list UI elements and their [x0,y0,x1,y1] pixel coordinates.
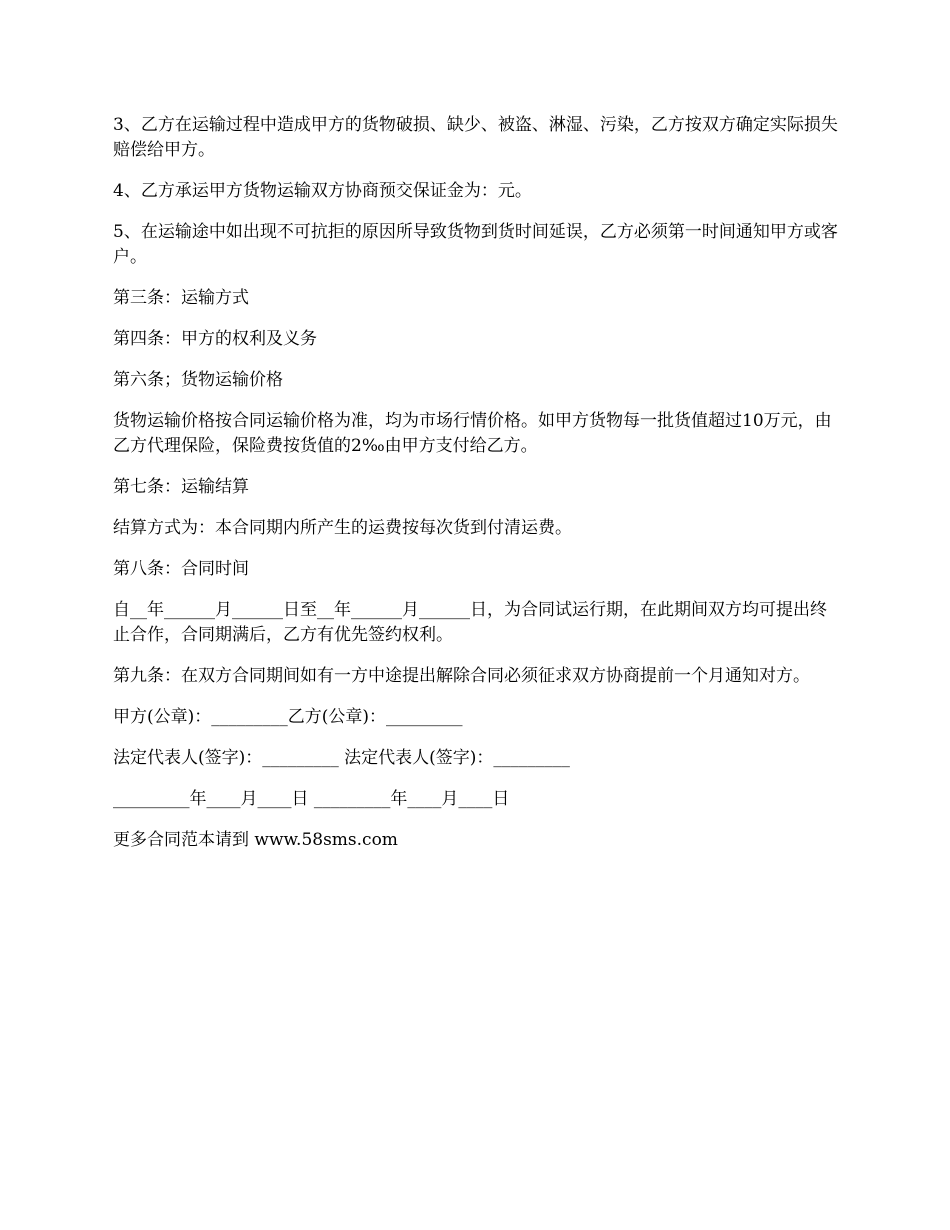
article-3-heading: 第三条：运输方式 [113,288,249,308]
clause-5-force-majeure: 5、在运输途中如出现不可抗拒的原因所导致货物到货时间延误，乙方必须第一时间通知甲方或客户。 [113,222,838,267]
article-8-body: 自__年______月______日至__年______月______日，为合同试运行期，在此期间双方均可提出终止合作，合同期满后，乙方有优先签约权利。 [113,600,827,645]
article-8-heading: 第八条：合同时间 [113,559,249,579]
article-6-body: 货物运输价格按合同运输价格为准，均为市场行情价格。如甲方货物每一批货值超过10万元，由乙方代理保险，保险费按货值的2‰由甲方支付给乙方。 [113,411,832,456]
article-7-heading: 第七条：运输结算 [113,477,249,497]
clause-4-deposit: 4、乙方承运甲方货物运输双方协商预交保证金为：元。 [113,181,532,201]
article-4-heading: 第四条：甲方的权利及义务 [113,329,317,349]
document-body [113,113,843,869]
article-9: 第九条：在双方合同期间如有一方中途提出解除合同必须征求双方协商提前一个月通知对方。 [113,666,810,686]
signature-line: 法定代表人(签字)：_________ 法定代表人(签字)：_________ [113,748,570,768]
date-line: _________年____月____日 _________年____月____日 [113,789,510,809]
article-7-body: 结算方式为：本合同期内所产生的运费按每次货到付清运费。 [113,518,572,538]
footer-link-text: 更多合同范本请到 www.58sms.com [113,830,398,850]
article-6-heading: 第六条；货物运输价格 [113,370,283,390]
clause-3-compensation: 3、乙方在运输过程中造成甲方的货物破损、缺少、被盗、淋湿、污染，乙方按双方确定实际损失赔偿给甲方。 [113,115,838,160]
seal-line: 甲方(公章)：_________乙方(公章)：_________ [113,707,463,727]
